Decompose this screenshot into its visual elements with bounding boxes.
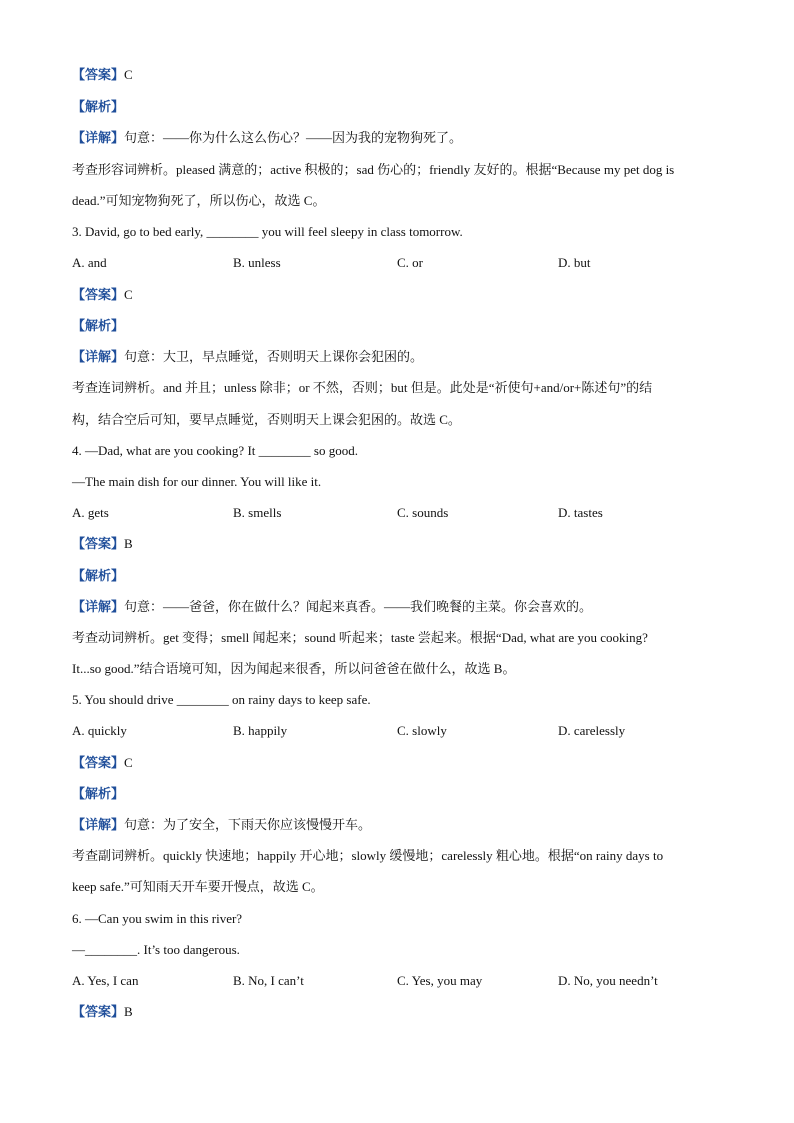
option-a: A. and <box>72 255 107 270</box>
option-b: B. smells <box>233 505 282 520</box>
option-b: B. unless <box>233 255 281 270</box>
option-d: D. carelessly <box>558 723 626 738</box>
options-row <box>72 254 722 272</box>
explanation-text: 考查形容词辨析。pleased 满意的；active 积极的；sad 伤心的；friendly 友好的。根据“Because my pet dog is <box>72 162 675 177</box>
explanation-text: 考查动词辨析。get 变得；smell 闻起来；sound 听起来；taste 尝起来。根据“Dad, what are you cooking? <box>72 630 648 645</box>
answer-line <box>72 535 133 553</box>
analysis-tag: 【解析】 <box>72 568 125 583</box>
explanation-text: dead.”可知宠物狗死了，所以伤心，故选 C。 <box>72 193 326 208</box>
explanation-text: 考查副词辨析。quickly 快速地；happily 开心地；slowly 缓慢地；carelessly 粗心地。根据“on rainy days to <box>72 848 664 863</box>
answer-tag: 【答案】 <box>72 755 125 770</box>
option-a: A. quickly <box>72 723 127 738</box>
detail-text: 句意：——爸爸，你在做什么？闻起来真香。——我们晚餐的主菜。你会喜欢的。 <box>124 599 593 614</box>
answer-line <box>72 66 133 84</box>
options-row <box>72 722 722 740</box>
explanation-text: It...so good.”结合语境可知，因为闻起来很香，所以问爸爸在做什么，故选 B。 <box>72 661 516 676</box>
detail-text: 句意：大卫，早点睡觉，否则明天上课你会犯困的。 <box>124 349 424 364</box>
answer-line <box>72 286 133 304</box>
option-a: A. gets <box>72 505 109 520</box>
option-c: C. Yes, you may <box>397 973 483 988</box>
answer-tag: 【答案】 <box>72 287 125 302</box>
option-b: B. No, I can’t <box>233 973 304 988</box>
analysis-line <box>72 98 124 116</box>
analysis-line <box>72 785 124 803</box>
question-stem: 3. David, go to bed early, ________ you will feel sleepy in class tomorrow. <box>72 224 463 239</box>
answer-value: B <box>124 1004 133 1019</box>
answer-tag: 【答案】 <box>72 1004 125 1019</box>
option-b: B. happily <box>233 723 288 738</box>
answer-value: C <box>124 287 133 302</box>
detail-tag: 【详解】 <box>72 817 125 832</box>
detail-line <box>72 348 423 366</box>
detail-line <box>72 129 462 147</box>
answer-value: C <box>124 755 133 770</box>
option-a: A. Yes, I can <box>72 973 139 988</box>
answer-tag: 【答案】 <box>72 67 125 82</box>
question-stem: 6. —Can you swim in this river? <box>72 911 243 926</box>
question-stem: —________. It’s too dangerous. <box>72 942 240 957</box>
explanation-text: 构，结合空后可知，要早点睡觉，否则明天上课会犯困的。故选 C。 <box>72 412 461 427</box>
question-stem: —The main dish for our dinner. You will like it. <box>72 474 322 489</box>
analysis-tag: 【解析】 <box>72 786 125 801</box>
options-row <box>72 504 722 522</box>
option-c: C. slowly <box>397 723 447 738</box>
explanation-text: keep safe.”可知雨天开车要开慢点，故选 C。 <box>72 879 324 894</box>
option-d: D. but <box>558 255 591 270</box>
option-c: C. or <box>397 255 423 270</box>
question-stem: 5. You should drive ________ on rainy days to keep safe. <box>72 692 371 707</box>
option-d: D. No, you needn’t <box>558 973 658 988</box>
answer-value: C <box>124 67 133 82</box>
analysis-line <box>72 567 124 585</box>
answer-value: B <box>124 536 133 551</box>
analysis-line <box>72 317 124 335</box>
answer-tag: 【答案】 <box>72 536 125 551</box>
question-stem: 4. —Dad, what are you cooking? It ________ so good. <box>72 443 358 458</box>
answer-line <box>72 1003 133 1021</box>
option-d: D. tastes <box>558 505 603 520</box>
detail-tag: 【详解】 <box>72 130 125 145</box>
analysis-tag: 【解析】 <box>72 318 125 333</box>
option-c: C. sounds <box>397 505 449 520</box>
options-row <box>72 972 722 990</box>
analysis-tag: 【解析】 <box>72 99 125 114</box>
detail-line <box>72 598 592 616</box>
detail-line <box>72 816 371 834</box>
answer-line <box>72 754 133 772</box>
detail-tag: 【详解】 <box>72 599 125 614</box>
explanation-text: 考查连词辨析。and 并且；unless 除非；or 不然，否则；but 但是。此处是“祈使句+and/or+陈述句”的结 <box>72 380 653 395</box>
detail-tag: 【详解】 <box>72 349 125 364</box>
detail-text: 句意：为了安全，下雨天你应该慢慢开车。 <box>124 817 372 832</box>
detail-text: 句意：——你为什么这么伤心？——因为我的宠物狗死了。 <box>124 130 463 145</box>
